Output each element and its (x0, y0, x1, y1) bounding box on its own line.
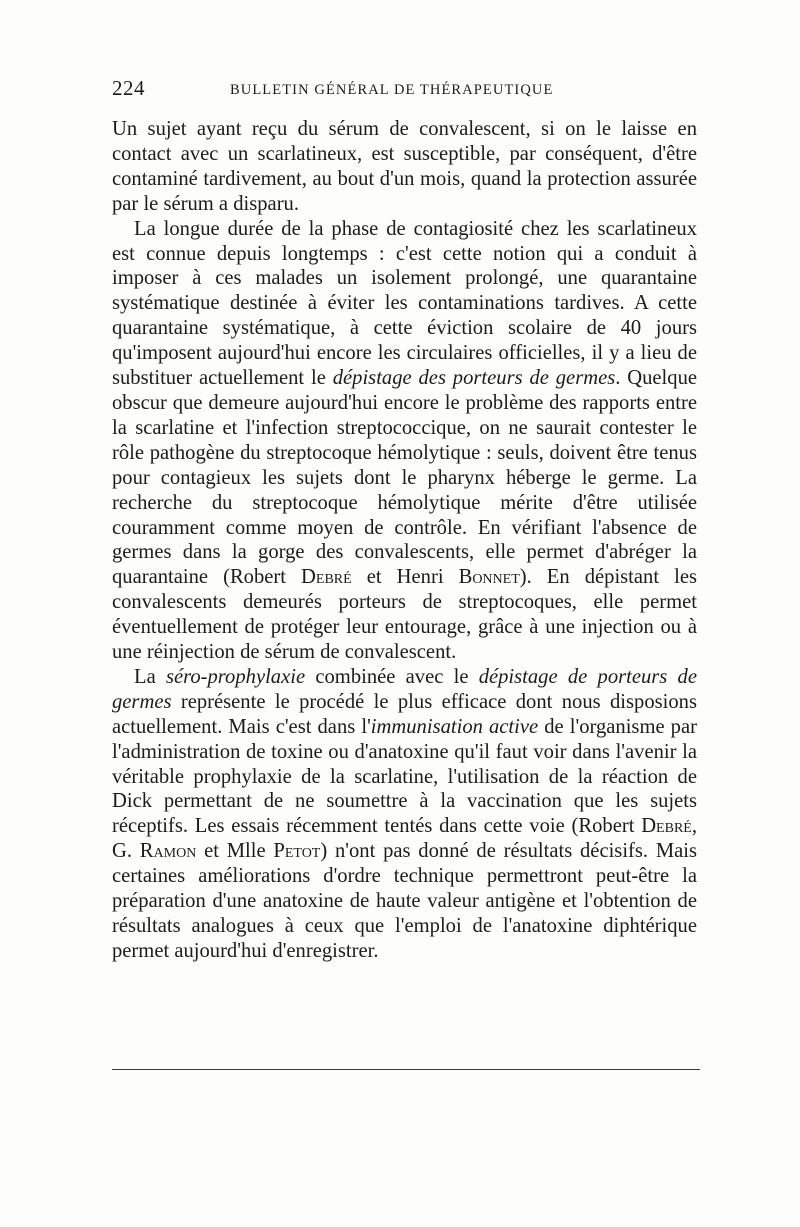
author-name-debre: Debré (301, 566, 352, 589)
italic-term-depistage: dépistage de porteurs de germes (112, 665, 697, 713)
page-header (112, 72, 692, 102)
paragraph-text: Un sujet ayant reçu du sérum de convalescent, si on le laisse en contact avec un scarlatineux, est susceptible, par conséquent, d'être contaminé tardivement, au bout d'un mois, quand la protection assurée par le sérum a disparu. (112, 118, 697, 215)
author-name-ramon: Ramon (139, 840, 197, 863)
text-run: , G. (112, 815, 697, 863)
text-run: de l'organisme par l'administration de toxine ou d'anatoxine qu'il faut voir dans l'avenir la véritable prophylaxie de la scarlatine, l'utilisation de la réaction de Dick permettant de ne soumettre à la vaccination que les sujets réceptifs. Les essais récemment tentés dans cette voie (Robert (112, 715, 697, 838)
text-run: et Mlle (196, 840, 274, 863)
paragraph-1 (112, 117, 697, 217)
italic-term-sero-prophylaxie: séro-prophylaxie (165, 665, 306, 688)
paragraph-2 (112, 217, 697, 665)
italic-term-immunisation: immunisation active (370, 715, 539, 738)
text-run: La (134, 665, 166, 688)
italic-term-depistage: dépistage des porteurs de germes (332, 367, 616, 390)
author-name-bonnet: Bonnet (458, 566, 520, 589)
page-number: 224 (112, 76, 145, 100)
text-run: ) n'ont pas donné de résultats décisifs. Mais certaines améliorations d'ordre technique permettront peut-être la préparation d'une anatoxine de haute valeur antigène et l'obtention de résultats analogues à ceux que l'emploi de l'anatoxine diphtérique permet aujourd'hui d'enregistrer. (112, 840, 698, 962)
text-run: . Quelque obscur que demeure aujourd'hui encore le problème des rapports entre la scarlatine et l'infection streptococcique, on ne saurait contester le rôle pathogène du streptocoque hémolytique : seuls, doivent être tenus pour contagieux les sujets dont le pharynx héberge le germe. La recherche du streptocoque hémolytique mérite d'être utilisée couramment comme moyen de contrôle. En vérifiant l'absence de germes dans la gorge des convalescents, elle permet d'abréger la quarantaine (Robert (112, 367, 698, 589)
paragraph-3 (112, 665, 697, 964)
author-name-petot: Petot (273, 840, 321, 863)
text-run: représente le procédé le plus efficace dont nous disposions actuellement. Mais c'est dans l' (112, 690, 697, 738)
end-rule (112, 1069, 700, 1070)
article-body (112, 117, 697, 964)
text-run: ). En dépistant les convalescents demeurés porteurs de streptocoques, elle permet éventuellement de protéger leur entourage, grâce à une injection ou à une réinjection de sérum de convalescent. (112, 566, 697, 664)
text-run: La longue durée de la phase de contagiosité chez les scarlatineux est connue depuis longtemps : c'est cette notion qui a conduit à imposer à ces malades un isolement prolongé, une quarantaine systématique destinée à éviter les contaminations tardives. A cette quarantaine systématique, à cette éviction scolaire de 40 jours qu'imposent aujourd'hui encore les circulaires officielles, il y a lieu de substituer actuellement le (112, 217, 697, 390)
text-run: combinée avec le (305, 665, 479, 688)
text-run: et Henri (351, 566, 459, 589)
author-name-debre: Debré (641, 815, 692, 838)
running-title: BULLETIN GÉNÉRAL DE THÉRAPEUTIQUE (230, 82, 554, 98)
